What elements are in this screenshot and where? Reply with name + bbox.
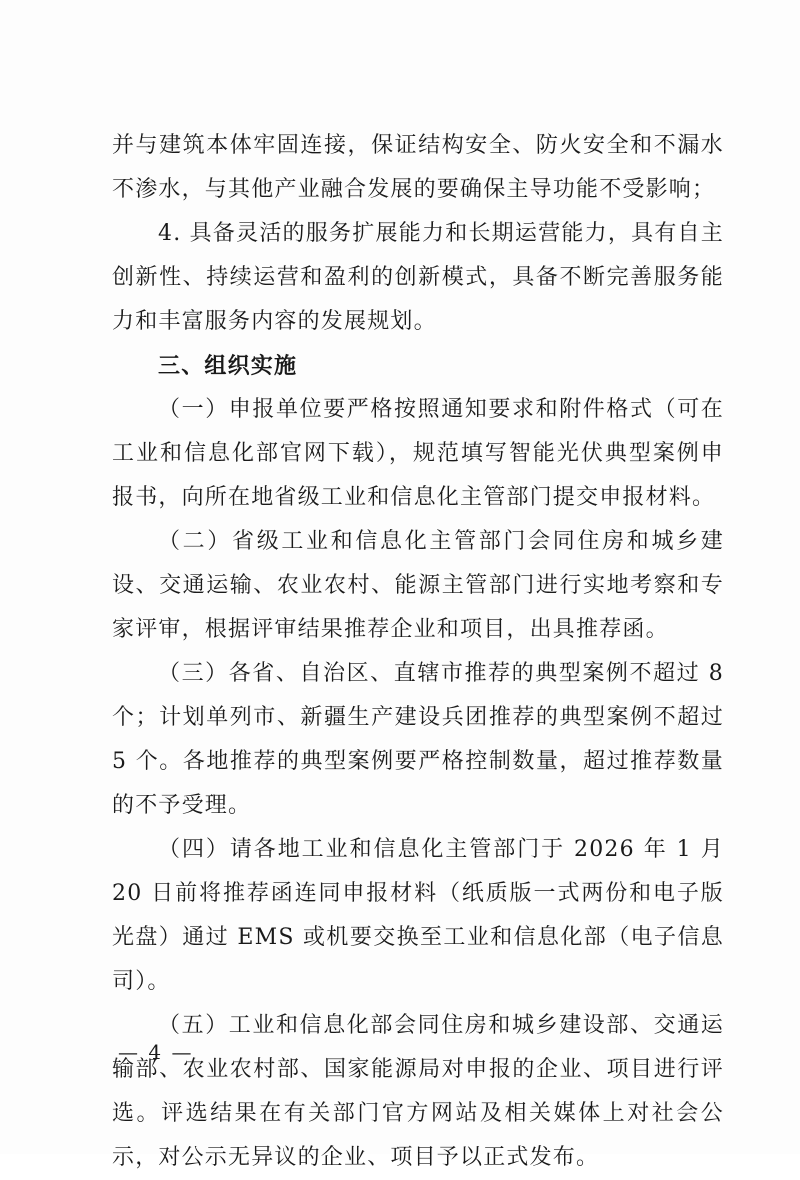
- paragraph-item-4: 4. 具备灵活的服务扩展能力和长期运营能力，具有自主创新性、持续运营和盈利的创新模式，具备不断完善服务能力和丰富服务内容的发展规划。: [112, 221, 724, 334]
- body-text: [112, 124, 724, 1180]
- paragraph-step-5: （五）工业和信息化部会同住房和城乡建设部、交通运输部、农业农村部、国家能源局对申报的企业、项目进行评选。评选结果在有关部门官方网站及相关媒体上对社会公示，对公示无异议的企业、项目予以正式发布。: [112, 1013, 724, 1170]
- paragraph-step-1: （一）申报单位要严格按照通知要求和附件格式（可在工业和信息化部官网下载），规范填写智能光伏典型案例申报书，向所在地省级工业和信息化主管部门提交申报材料。: [112, 397, 724, 510]
- page-number: — 4 —: [118, 1040, 194, 1064]
- paragraph-step-2: （二）省级工业和信息化主管部门会同住房和城乡建设、交通运输、农业农村、能源主管部门进行实地考察和专家评审，根据评审结果推荐企业和项目，出具推荐函。: [112, 529, 724, 642]
- paragraph-step-3: （三）各省、自治区、直辖市推荐的典型案例不超过 8 个；计划单列市、新疆生产建设兵团推荐的典型案例不超过 5 个。各地推荐的典型案例要严格控制数量，超过推荐数量的不予受理。: [112, 661, 724, 818]
- section-heading-organization: 三、组织实施: [158, 353, 298, 379]
- paragraph-structure-requirements: 并与建筑本体牢固连接，保证结构安全、防火安全和不漏水不渗水，与其他产业融合发展的要确保主导功能不受影响；: [112, 133, 724, 202]
- paragraph-step-4: （四）请各地工业和信息化主管部门于 2026 年 1 月 20 日前将推荐函连同申报材料（纸质版一式两份和电子版光盘）通过 EMS 或机要交换至工业和信息化部（电子信息司）。: [112, 837, 724, 994]
